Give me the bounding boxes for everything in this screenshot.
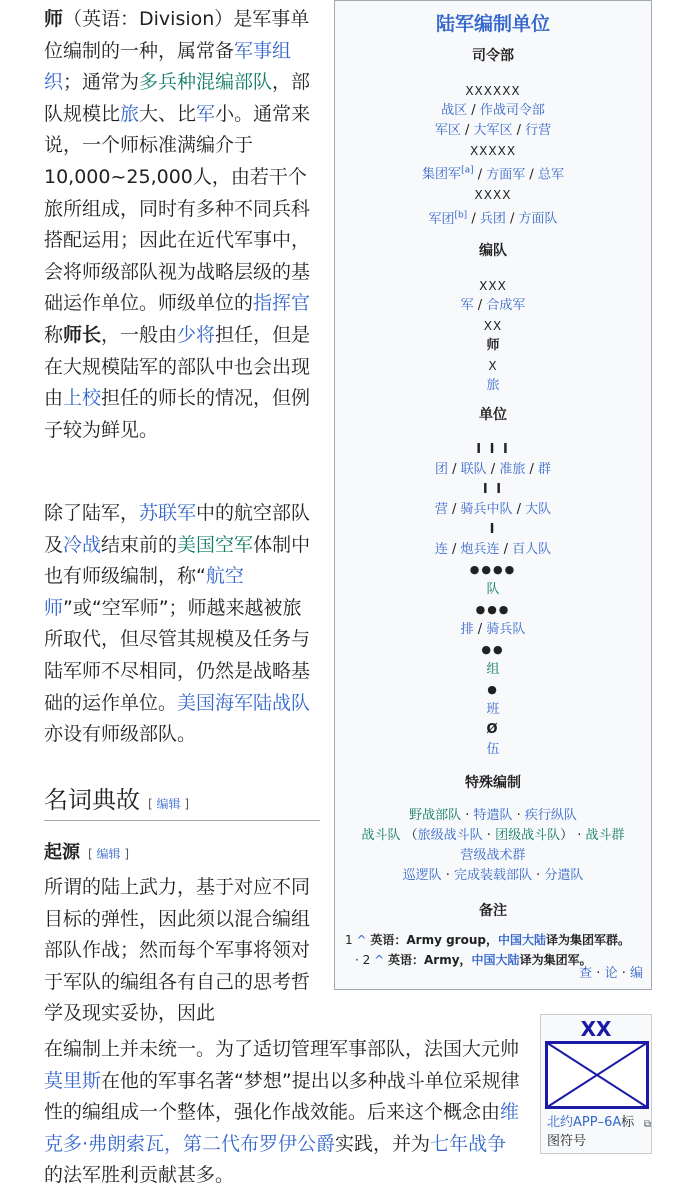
enlarge-icon[interactable]: ⧉ [643,1119,651,1130]
footnote: · 2 ^ 英语：Army，中国大陆译为集团军。 [355,952,592,967]
nav-link[interactable]: 营 [434,501,448,517]
term-bold: 师 [44,8,64,30]
text: 亦设有师级部队。 [44,723,197,746]
text: 除了陆军， [44,502,140,524]
view-talk-edit: 查 · 论 · 编 [579,966,643,981]
nav-link[interactable]: 战斗群 [585,827,625,843]
text: 大、比 [139,102,197,125]
footnote-text: 英语：Army， [388,952,472,967]
text: （英语：Division）是军事单位编制的一种，属常备 [44,8,310,62]
nav-link[interactable]: 方面队 [518,211,558,227]
footnote-num: 2 [362,952,371,967]
section-heading-etymology [44,780,320,821]
nav-row: 集团军[a] / 方面军 / 总军 [422,166,564,183]
symbol: XX [483,318,503,333]
heading-text: 名词典故 [44,786,140,814]
text: 结束前的 [101,533,178,556]
nav-link[interactable]: 团级战斗队 [495,827,561,843]
nav-link[interactable]: 队 [486,581,500,597]
current-item: 师 [486,337,500,353]
nav-link[interactable]: 营级战术群 [460,847,526,863]
nav-row: 军团[b] / 兵团 / 方面队 [428,210,558,227]
bracket: [ [88,847,97,861]
footnote-text: 译为集团军群。 [545,932,630,947]
link-soviet-army[interactable]: 苏联军 [139,502,197,524]
nav-link[interactable]: 团 [434,461,448,477]
nav-row: 军区 / 大军区 / 行营 [434,123,552,138]
nav-row [335,376,651,396]
nav-row: 军 / 合成军 [460,297,526,313]
symbol: I I I [476,441,510,457]
nato-division-icon[interactable] [545,1041,649,1109]
link-mainland-china[interactable]: 中国大陆 [471,952,520,967]
paren: （ [404,827,418,843]
nav-link[interactable]: 伍 [486,741,500,757]
nav-link[interactable]: 骑兵中队 [460,501,513,517]
group-heading: 单位 [479,406,507,423]
nav-link[interactable]: 方面军 [486,167,526,183]
nav-link[interactable]: 组 [486,661,500,677]
text: 担任，但是在大规模陆军的部队中也会出现由 [44,323,311,410]
group-heading: 司令部 [472,48,514,64]
symbol: I [489,521,497,537]
nav-row: 营 / 骑兵中队 / 大队 [434,501,552,517]
nav-row: 野战部队 · 特遣队 · 疾行纵队 [409,807,577,823]
army-units-navbox [334,0,652,990]
text: 的法军胜利贡献甚多。 [44,1164,235,1187]
link-combined-arms[interactable]: 多兵种混编部队 [139,71,273,94]
footnote-ref: [a] [461,166,474,176]
footnote-text: 译为集团军。 [519,952,592,967]
nav-row: 排 / 骑兵队 [460,621,526,637]
nav-link[interactable]: 旅 [486,377,500,393]
symbol: ●●● [475,602,511,616]
nav-link[interactable]: 骑兵队 [486,621,526,637]
nav-link[interactable]: 大军区 [473,123,513,138]
nav-link[interactable]: 疾行纵队 [524,807,577,823]
link-text: 集团军 [422,167,462,183]
text: 中的航空部队及 [44,502,311,556]
edit-section [148,797,189,811]
edit-section [88,847,129,861]
intro-paragraph [44,4,316,446]
nav-link[interactable]: 准旅 [499,461,526,477]
text: 小。通常来说，一个师标准满编介于10,000~25,000人，由若干个旅所组成，同时有多种不同兵科搭配运用；因此在近代军事中，会将师级部队视为战略层级的基础运作单位。师级单位的 [44,102,311,315]
footnote-ref: [b] [454,210,468,221]
heading-text: 起源 [44,842,80,863]
talk-link[interactable]: 论 [604,966,618,981]
symbol: XXXXXX [465,84,521,98]
subsection-heading-origin [44,838,129,864]
text: ”或“空军师”；师越来越被旅所取代，但尽管其规模及任务与陆军师不尽相同，仍然是战略基础的运作单位。 [44,596,311,714]
view-link[interactable]: 查 [579,966,593,981]
symbol: ● [487,682,499,696]
nav-link[interactable]: 排 [460,621,474,637]
link-commander[interactable]: 指挥官 [253,292,311,315]
link-air-division[interactable]: 航空师 [44,565,244,619]
link-usaf[interactable]: 美国空军 [177,533,254,556]
text: 实践，并为 [335,1132,431,1155]
symbol: X [488,358,498,373]
navbox-title [335,9,651,35]
nav-link[interactable]: 特遣队 [473,807,513,823]
edit-link[interactable]: 编辑 [156,797,181,811]
link-military-org[interactable]: 军事组织 [44,39,292,94]
nav-link[interactable]: 群 [538,461,552,477]
link-colonel[interactable]: 上校 [63,387,102,410]
nav-link[interactable]: 联队 [460,461,487,477]
nav-link[interactable]: 班 [486,701,500,717]
link-brigade[interactable]: 旅 [120,102,140,125]
nav-link[interactable]: 军区 [434,123,461,138]
text: ，部队规模比 [44,71,311,125]
link-maurice[interactable]: 莫里斯 [44,1069,102,1092]
nav-row [335,846,651,866]
nav-link[interactable]: 兵团 [479,211,506,227]
nav-link[interactable]: 军 [460,297,474,313]
nav-link[interactable]: 战斗队 [361,827,401,843]
group-heading: 备注 [479,902,507,919]
text: 称 [44,323,64,346]
term-bold: 师长 [63,323,102,346]
symbol: XXXX [474,188,512,203]
symbol: Ø [486,721,500,737]
link-text: 军团 [428,211,455,227]
text: 担任的师长的情况，但例子较为鲜见。 [44,387,311,441]
origin-paragraph: 所谓的陆上武力，基于对应不同目标的弹性，因此须以混合编组部队作战；然而每个军事将领对于军队的编组各有自己的思考哲学及现实妥协，因此 [44,876,311,1025]
nav-row [335,700,651,720]
link-mainland-china[interactable]: 中国大陆 [497,932,546,947]
symbol: ●● [481,642,505,656]
nav-row: 战区 / 作战司令部 [441,103,545,118]
origin-paragraph-continued [44,1034,524,1192]
echelon-marker: XX [580,1017,612,1041]
group-heading: 编队 [479,242,507,259]
nato-symbol-thumbnail [540,1014,652,1154]
caption-text: 标图符号 [547,1115,635,1149]
nav-row [335,660,651,680]
paren: ） [560,827,574,843]
link-broglie[interactable]: 维克多·弗朗索瓦，第二代布罗伊公爵 [44,1101,520,1155]
text: 在编制上并未统一。为了适切管理军事部队，法国大元帅 [44,1038,520,1060]
air-division-paragraph [44,498,316,751]
nav-row [335,580,651,600]
link-usmc[interactable]: 美国海军陆战队 [177,691,311,714]
bracket: [ [148,797,157,811]
nav-link[interactable]: 旅级战斗队 [417,827,483,843]
nav-link[interactable]: 行营 [525,123,552,138]
group-heading: 特殊编制 [465,774,521,791]
nav-row: 连 / 炮兵连 / 百人队 [434,541,552,557]
footnote-num: 1 [345,932,353,947]
text: ，一般由 [101,323,178,346]
nav-link[interactable]: 野战部队 [409,807,462,823]
symbol: XXXXX [469,144,517,158]
nav-link[interactable]: 完成装载部队 [453,867,532,883]
navbox-title-link[interactable]: 陆军编制单位 [435,13,550,35]
link-major-general[interactable]: 少将 [177,323,216,346]
nav-link[interactable]: 炮兵连 [460,541,500,557]
symbol: ●●●● [469,562,517,576]
nav-row: 团 / 联队 / 准旅 / 群 [434,461,552,477]
footnote-backlink[interactable]: ^ [356,932,367,947]
nav-link[interactable]: 战区 [441,103,468,118]
text: 体制中也有师级编制，称“ [44,533,311,588]
thumbnail-caption [547,1113,651,1151]
nav-link[interactable]: 百人队 [512,541,552,557]
nav-row: 战斗队 （旅级战斗队 · 团级战斗队） · 战斗群 [361,827,625,843]
nav-link[interactable]: 作战司令部 [479,103,545,118]
nav-link[interactable]: 分遣队 [544,867,584,883]
edit-link[interactable]: 编辑 [96,847,121,861]
link-seven-years-war[interactable]: 七年战争 [430,1132,507,1155]
nav-row [335,740,651,760]
footnote-text: 英语：Army group， [370,932,498,947]
footnote [345,930,641,950]
nav-link[interactable]: 连 [434,541,448,557]
bracket: ] [180,797,190,811]
nav-link[interactable] [422,167,474,182]
symbol: I I [482,481,504,497]
link-corps[interactable]: 军 [196,102,216,125]
nav-link[interactable]: 大队 [525,501,552,517]
edit-link[interactable]: 编 [629,966,643,981]
nav-link[interactable] [428,212,467,227]
text: ；通常为 [63,71,140,94]
nav-link[interactable]: 总军 [537,167,564,183]
bracket: ] [120,847,130,861]
text: 在他的军事名著“梦想”提出以多种战斗单位采规律性的编组成一个整体，强化作战效能。后来这个概念由 [44,1069,520,1124]
nav-link[interactable]: 巡逻队 [402,867,442,883]
footnote-backlink[interactable]: ^ [374,952,385,967]
link-app6a[interactable]: 北约APP–6A [547,1115,622,1130]
nav-link[interactable]: 合成军 [486,297,526,313]
nav-row: 巡逻队 · 完成装载部队 · 分遣队 [402,867,584,883]
symbol: XXX [479,278,507,293]
link-cold-war[interactable]: 冷战 [63,533,102,556]
